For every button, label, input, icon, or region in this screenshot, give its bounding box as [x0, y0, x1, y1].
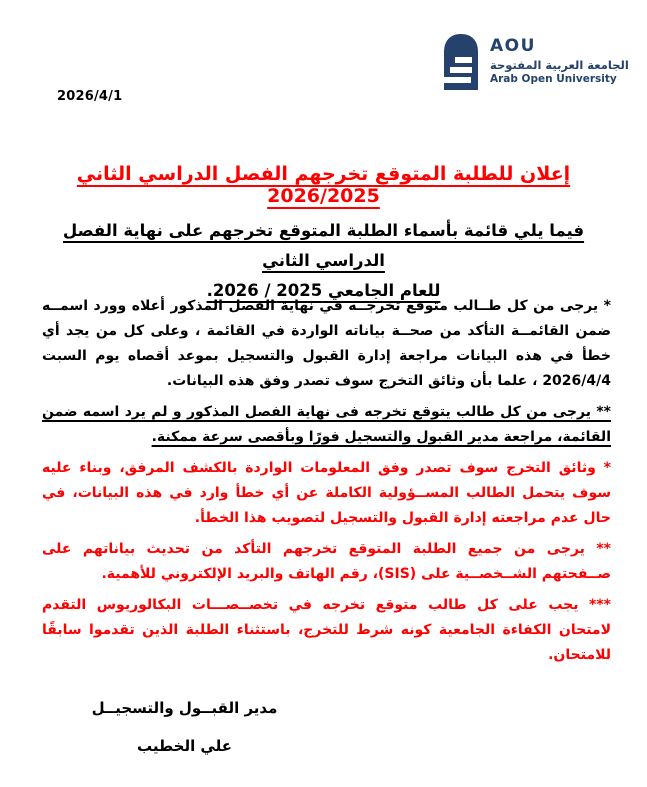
signature-role: مدير القبــول والتسجيــل: [91, 699, 278, 717]
subtitle-line-1: فيما يلي قائمة بأسماء الطلبة المتوقع تخرجهم على نهاية الفصل الدراسي الثاني: [62, 221, 585, 270]
document-date: 2026/4/1: [57, 89, 123, 104]
paragraph-verify-data: * يرجى من كل طــالب متوقع تخرجــه في نهاية الفصل المذكور أعلاه وورد اسمــه ضمن القائمــة التأكد من صحــة بياناته الواردة في القائمة ، وعلى كل من يجد أي خطأ في هذه البيانات مراجعة إدارة القبول والتسجيل بموعد أقصاه يوم السبت 2026/4/4 ، علما بأن وثائق التخرج سوف تصدر وفق هذه البيانات.: [42, 298, 611, 389]
signature-name: علي الخطيب: [137, 737, 232, 755]
announcement-subtitle: [35, 216, 612, 306]
logo-acronym: AOU: [490, 35, 536, 56]
logo-name-arabic: الجامعة العربية المفتوحة: [490, 57, 629, 72]
subtitle-line-2: للعام الجامعي 2025 / 2026.: [206, 281, 441, 300]
aou-logo-text: [490, 36, 629, 87]
announcement-title: إعلان للطلبة المتوقع تخرجهم الفصل الدراسي الثاني 2026/2025: [76, 163, 571, 207]
aou-arch-icon: [441, 32, 481, 90]
aou-logo: [441, 32, 629, 90]
paragraph-update-sis: ** يرجى من جميع الطلبة المتوقع تخرجهم التأكد من تحديث بياناتهم على صــفحتهم الشــخصــية على (SIS)، رقم الهاتف والبريد الإلكتروني للأهمية.: [42, 541, 611, 582]
logo-name-english: Arab Open University: [490, 73, 617, 86]
paragraph-competency-exam: *** يجب على كل طالب متوقع تخرجه في تخصــصـــات البكالوريوس التقدم لامتحان الكفاءة الجامعية كونه شرط للتخرج، باستثناء الطلبة الذين تقدموا سابقًا للامتحان.: [42, 597, 611, 663]
signature-block: [72, 699, 297, 755]
announcement-body: [42, 294, 611, 674]
paragraph-documents-responsibility: * وثائق التخرج سوف تصدر وفق المعلومات الواردة بالكشف المرفق، وبناء عليه سوف يتحمل الطالب المســؤولية الكاملة عن أي خطأ وارد في هذه البيانات، في حال عدم مراجعته إدارة القبول والتسجيل لتصويب هذا الخطأ.: [42, 460, 611, 526]
paragraph-missing-name: ** يرجى من كل طالب يتوقع تخرجه فى نهاية الفصل المذكور و لم يرد اسمه ضمن القائمة، مراجعة مدير القبول والتسجيل فورًا وبأقصى سرعة ممكنة.: [42, 404, 611, 445]
